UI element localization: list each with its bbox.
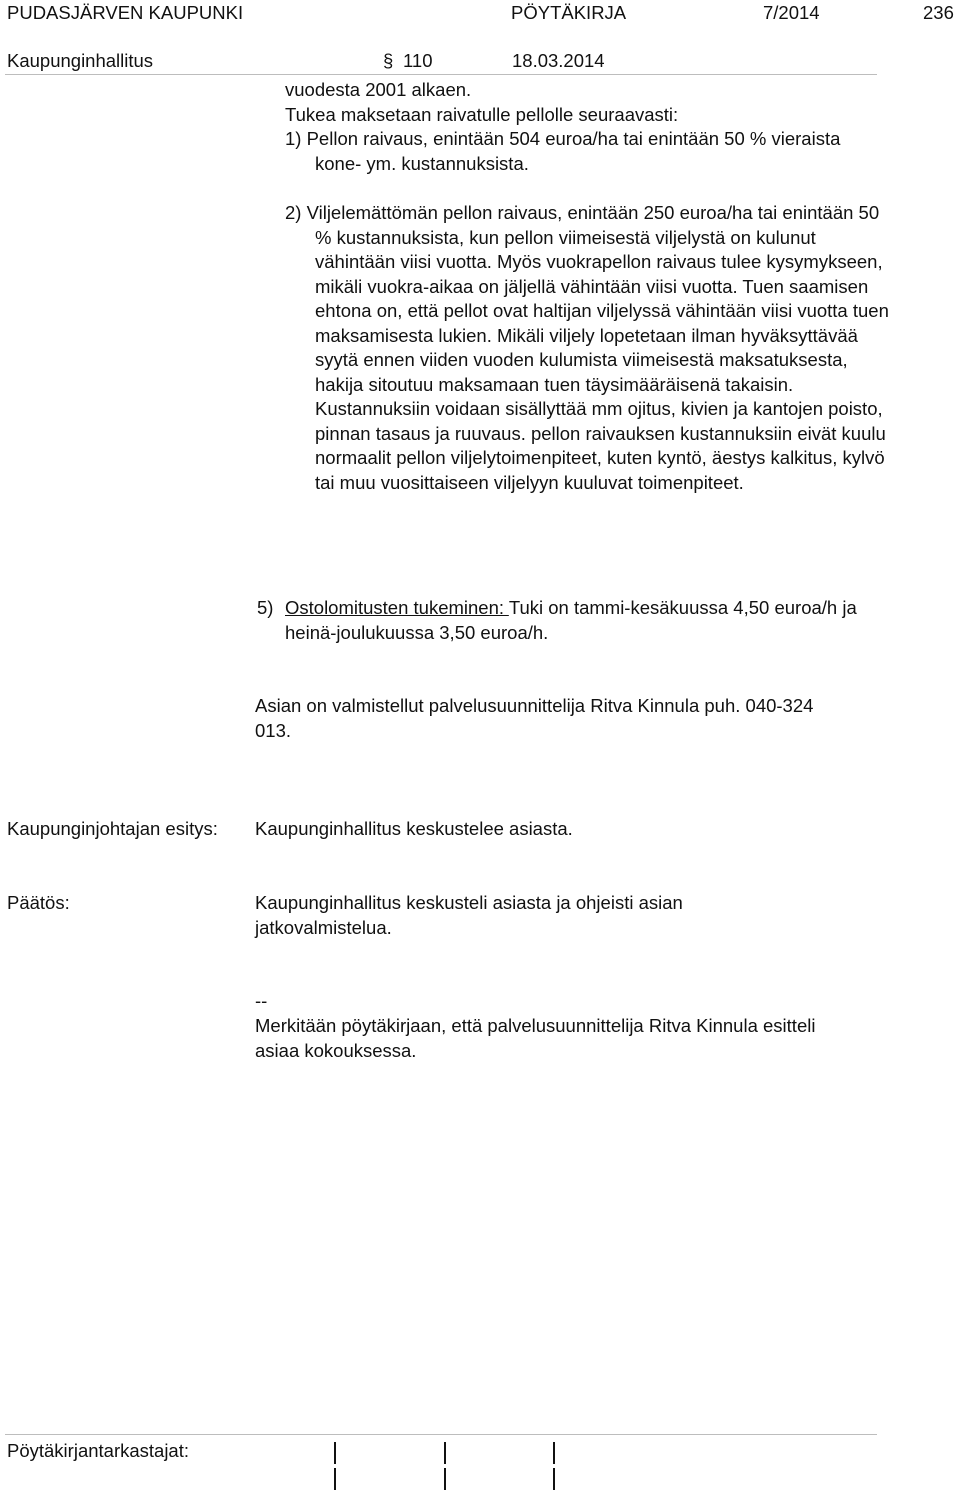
item-5-heading: Ostolomitusten tukeminen: — [285, 597, 509, 618]
item-5-text: Tuki on tammi-kesäkuussa 4,50 euroa/h ja heinä-joulukuussa 3,50 euroa/h. — [285, 597, 857, 643]
signature-line — [553, 1442, 555, 1464]
item-5-number: 5) — [257, 597, 274, 618]
header-divider — [5, 74, 877, 75]
body-line: vuodesta 2001 alkaen. — [285, 79, 472, 100]
section-number: 110 — [403, 50, 433, 71]
signature-line — [553, 1468, 555, 1490]
section-sign: § — [383, 50, 394, 71]
footer-label: Pöytäkirjantarkastajat: — [7, 1440, 190, 1461]
org-name: PUDASJÄRVEN KAUPUNKI — [7, 2, 244, 23]
preparer-note: Asian on valmistellut palvelusuunnittelija Ritva Kinnula puh. 040-324 013. — [255, 695, 814, 741]
page-number: 236 — [923, 2, 954, 23]
signature-line — [334, 1442, 336, 1464]
body-intro — [285, 78, 885, 127]
signature-line — [444, 1442, 446, 1464]
signature-line — [334, 1468, 336, 1490]
note-text: Merkitään pöytäkirjaan, että palvelusuunnittelija Ritva Kinnula esitteli asiaa kokouksessa. — [255, 1015, 816, 1061]
list-item-1: 1) Pellon raivaus, enintään 504 euroa/ha tai enintään 50 % vieraista kone- ym. kustannuksista. — [285, 128, 841, 174]
decision-text: Kaupunginhallitus keskusteli asiasta ja ohjeisti asian jatkovalmistelua. — [255, 892, 683, 938]
meeting-date: 18.03.2014 — [512, 50, 605, 71]
decision-label: Päätös: — [7, 892, 70, 913]
body-line: Tukea maksetaan raivatulle pellolle seuraavasti: — [285, 103, 679, 125]
document-type: PÖYTÄKIRJA — [511, 2, 627, 23]
proposal-text: Kaupunginhallitus keskustelee asiasta. — [255, 818, 573, 839]
issue-number: 7/2014 — [763, 2, 820, 23]
signature-line — [444, 1468, 446, 1490]
list-item-2: 2) Viljelemättömän pellon raivaus, enintään 250 euroa/ha tai enintään 50 % kustannuksista, kun pellon viimeisestä viljelystä on kulunut vähintään viisi vuotta. Myös vuokrapellon raivaus tulee kysymykseen, mikäli vuokra-aikaa on jäljellä vähintään viisi vuotta. Tuen saamisen ehtona on, että pellot ovat haltijan viljelyssä vähintään viisi vuotta tuen maksamisesta lukien. Mikäli viljely lopetetaan ilman hyväksyttävää syytä ennen viiden vuoden kulumista viimeisestä maksatuksesta, hakija sitoutuu maksamaan tuen täysimääräisenä takaisin. Kustannuksiin voidaan sisällyttää mm ojitus, kivien ja kantojen poisto, pinnan tasaus ja ruuvaus. pellon raivauksen kustannuksiin eivät kuulu normaalit pellon viljelytoimenpiteet, kuten kyntö, äestys kalkitus, kylvö tai muu vuosittaiseen viljelyyn kuuluvat toimenpiteet. — [285, 202, 889, 493]
list-item-5 — [257, 596, 865, 645]
board-name: Kaupunginhallitus — [7, 50, 154, 71]
proposal-label: Kaupunginjohtajan esitys: — [7, 818, 218, 839]
footer-divider — [5, 1434, 877, 1435]
note-dashes: -- — [255, 990, 268, 1011]
